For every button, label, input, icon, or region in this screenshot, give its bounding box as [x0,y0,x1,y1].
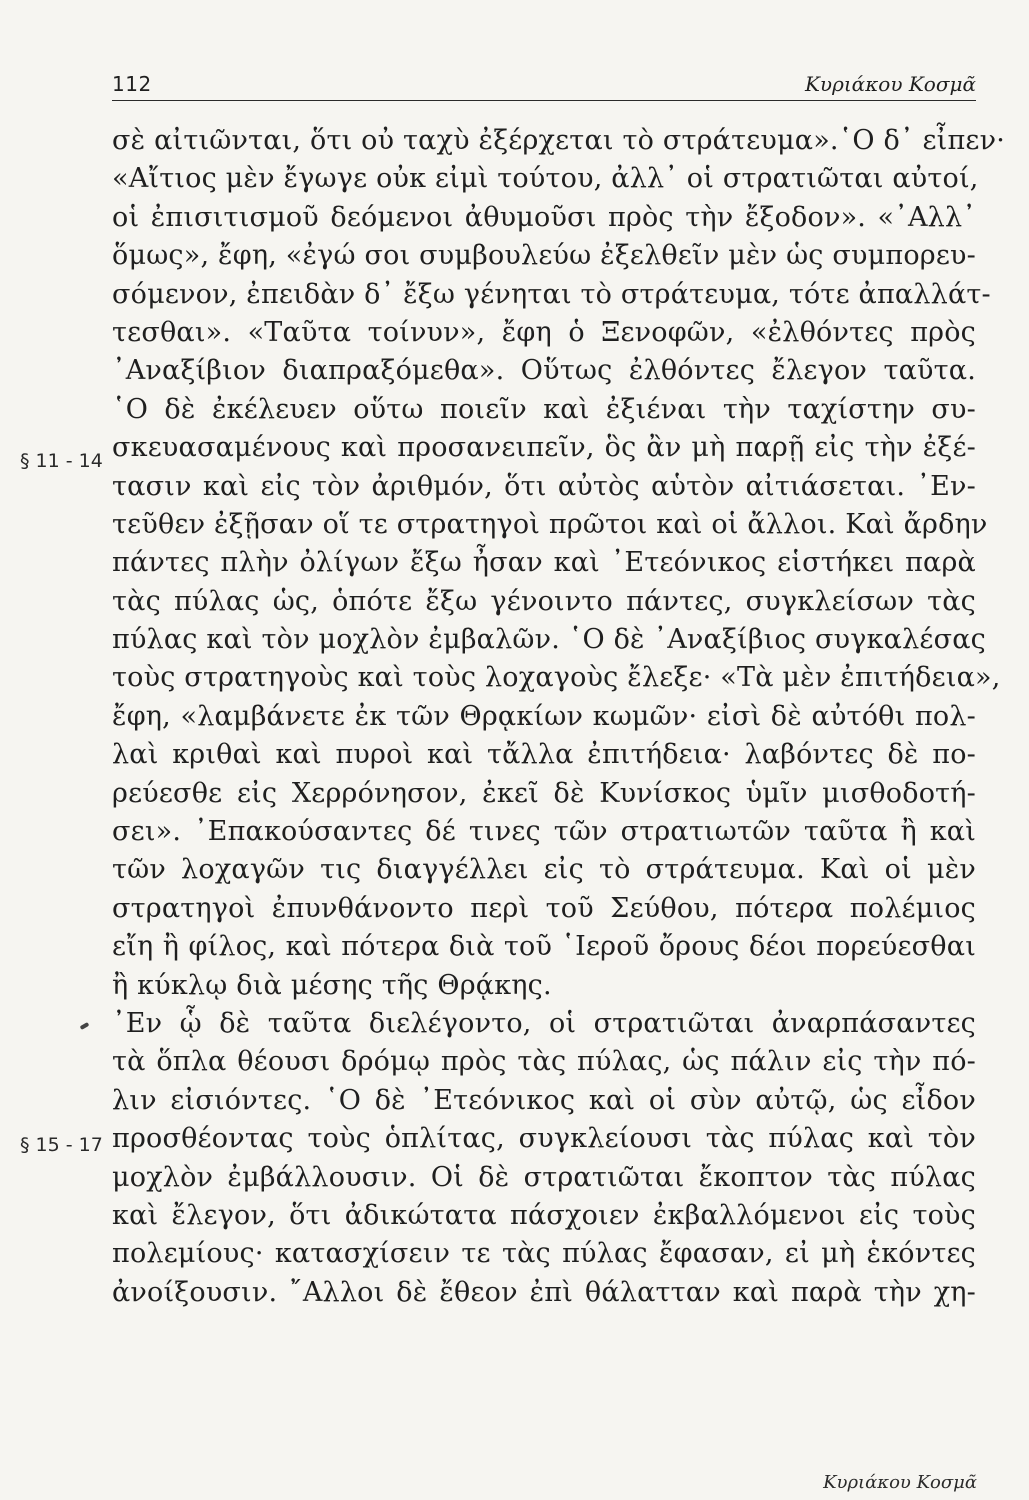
text-line: σκευασαμένους καὶ προσανειπεῖν, ὃς ἂν μὴ παρῇ εἰς τὴν ἐξέ- [112,432,976,464]
text-line: τὰς πύλας ὡς, ὁπότε ἔξω γένοιντο πάντες, συγκλείσων τὰς [112,585,976,617]
text-line: σόμενον, ἐπειδὰν δ᾽ ἔξω γένηται τὸ στράτευμα, τότε ἀπαλλάτ- [112,278,991,310]
text-line: προσθέοντας τοὺς ὁπλίτας, συγκλείουσι τὰς πύλας καὶ τὸν [112,1123,976,1155]
running-head [112,70,976,101]
text-line: σὲ αἰτιῶνται, ὅτι οὐ ταχὺ ἐξέρχεται τὸ στράτευμα».῾Ο δ᾽ εἶπεν· [112,125,1005,156]
text-line: τεσθαι». «Ταῦτα τοίνυν», ἔφη ὁ Ξενοφῶν, «ἐλθόντες πρὸς [112,316,976,348]
text-line: σει». ᾽Επακούσαντες δέ τινες τῶν στρατιωτῶν ταῦτα ἢ καὶ [112,816,976,848]
text-line: τεῦθεν ἐξῇσαν οἵ τε στρατηγοὶ πρῶτοι καὶ οἱ ἄλλοι. Καὶ ἄρδην [112,508,988,540]
margin-note-section-11-14: § 11 - 14 [20,450,103,472]
text-line: καὶ ἔλεγον, ὅτι ἀδικώτατα πάσχοιεν ἐκβαλλόμενοι εἰς τοὺς [112,1199,976,1231]
text-line: ἔφη, «λαμβάνετε ἐκ τῶν Θρᾳκίων κωμῶν· εἰσὶ δὲ αὐτόθι πολ- [112,700,976,732]
text-line: ὅμως», ἔφη, «ἐγώ σοι συμβουλεύω ἐξελθεῖν μὲν ὡς συμπορευ- [112,240,976,272]
text-line: ᾽Αναξίβιον διαπραξόμεθα». Οὕτως ἐλθόντες ἔλεγον ταῦτα. [112,355,976,387]
text-line: οἱ ἐπισιτισμοῦ δεόμενοι ἀθυμοῦσι πρὸς τὴν ἔξοδον». «᾽Αλλ᾽ [112,201,976,233]
text-line: ρεύεσθε εἰς Χερρόνησον, ἐκεῖ δὲ Κυνίσκος ὑμῖν μισθοδοτή- [112,777,976,809]
ink-mark [80,1022,90,1030]
footer-signature: Κυριάκου Κοσμᾶ [823,1472,977,1493]
text-line: τασιν καὶ εἰς τὸν ἀριθμόν, ὅτι αὐτὸς αὑτὸν αἰτιάσεται. ᾽Εν- [112,470,976,502]
text-line: ᾽Εν ᾧ δὲ ταῦτα διελέγοντο, οἱ στρατιῶται ἀναρπάσαντες [112,1007,976,1039]
margin-note-section-15-17: § 15 - 17 [20,1134,103,1156]
text-line: λαὶ κριθαὶ καὶ πυροὶ καὶ τἄλλα ἐπιτήδεια· λαβόντες δὲ πο- [112,739,976,771]
text-line: στρατηγοὶ ἐπυνθάνοντο περὶ τοῦ Σεύθου, πότερα πολέμιος [112,892,976,924]
text-line: πάντες πλὴν ὀλίγων ἔξω ἦσαν καὶ ᾽Ετεόνικος εἱστήκει παρὰ [112,547,976,579]
text-line: τοὺς στρατηγοὺς καὶ τοὺς λοχαγοὺς ἔλεξε· «Τὰ μὲν ἐπιτήδεια», [112,662,1001,694]
running-title: Κυριάκου Κοσμᾶ [804,72,976,96]
text-line: ἢ κύκλῳ διὰ μέσης τῆς Θρᾴκης. [112,969,552,1001]
text-line: μοχλὸν ἐμβάλλουσιν. Οἱ δὲ στρατιῶται ἔκοπτον τὰς πύλας [112,1161,976,1193]
text-line: λιν εἰσιόντες. ῾Ο δὲ ᾽Ετεόνικος καὶ οἱ σὺν αὐτῷ, ὡς εἶδον [112,1084,976,1116]
text-line: πολεμίους· κατασχίσειν τε τὰς πύλας ἔφασαν, εἰ μὴ ἑκόντες [112,1238,976,1270]
text-line: «Αἴτιος μὲν ἔγωγε οὐκ εἰμὶ τούτου, ἀλλ᾽ οἱ στρατιῶται αὐτοί, [112,163,979,195]
text-line: τὰ ὅπλα θέουσι δρόμῳ πρὸς τὰς πύλας, ὡς πάλιν εἰς τὴν πό- [112,1046,976,1078]
body-text [112,122,1005,1312]
text-line: ῾Ο δὲ ἐκέλευεν οὕτω ποιεῖν καὶ ἐξιέναι τὴν ταχίστην συ- [112,393,976,425]
page-number: 112 [112,72,152,96]
text-line: εἴη ἢ φίλος, καὶ πότερα διὰ τοῦ ῾Ιεροῦ ὄρους δέοι πορεύεσθαι [112,931,976,963]
text-line: ἀνοίξουσιν. ῎Αλλοι δὲ ἔθεον ἐπὶ θάλατταν καὶ παρὰ τὴν χη- [112,1276,976,1308]
text-line: πύλας καὶ τὸν μοχλὸν ἐμβαλῶν. ῾Ο δὲ ᾽Αναξίβιος συγκαλέσας [112,624,986,656]
text-line: τῶν λοχαγῶν τις διαγγέλλει εἰς τὸ στράτευμα. Καὶ οἱ μὲν [112,854,976,886]
